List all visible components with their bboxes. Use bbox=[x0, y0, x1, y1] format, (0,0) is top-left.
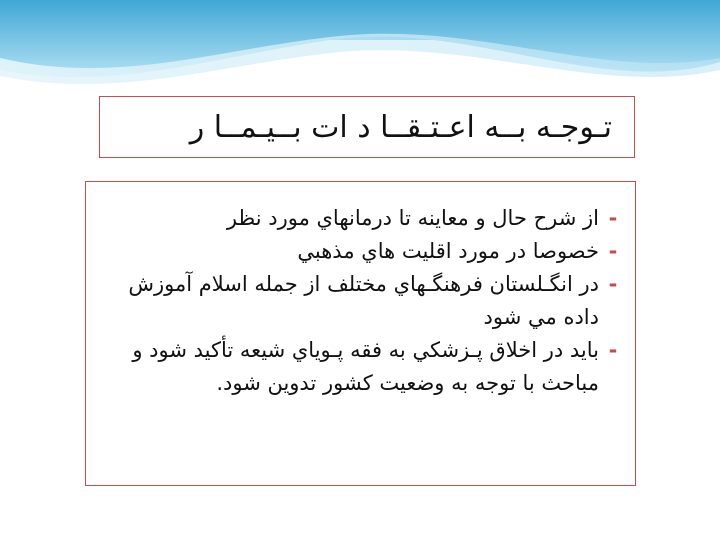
bullet-item bbox=[98, 235, 623, 268]
bullet-text: از شرح حال و معاينه تا درمانهاي مورد نظر bbox=[226, 206, 599, 230]
content-frame bbox=[85, 181, 636, 486]
bullet-dash: - bbox=[608, 272, 618, 296]
bullet-dash: - bbox=[608, 239, 618, 263]
bullet-item bbox=[98, 268, 623, 334]
bullet-text: در انگـلستان فرهنگـهاي مختلف از جمله اسلام آموزش داده مي شود bbox=[128, 272, 599, 329]
bullet-dash: - bbox=[608, 206, 618, 230]
bullet-text: خصوصا در مورد اقليت هاي مذهبي bbox=[297, 239, 599, 263]
bullet-item bbox=[98, 334, 623, 400]
bullet-list bbox=[98, 202, 623, 400]
header-wave-banner bbox=[0, 0, 720, 110]
bullet-text: بايد در اخلاق پـزشكي به فقه پـوياي شيعه تأكيد شود و مباحث با توجه به وضعيت كشور تدوين شود. bbox=[132, 338, 599, 395]
slide-title: تـوجـه بــه اعـتـقــا د ات بــيـمــا ر bbox=[189, 109, 612, 145]
title-frame bbox=[99, 96, 635, 158]
bullet-dash: - bbox=[608, 338, 618, 362]
bullet-item bbox=[98, 202, 623, 235]
